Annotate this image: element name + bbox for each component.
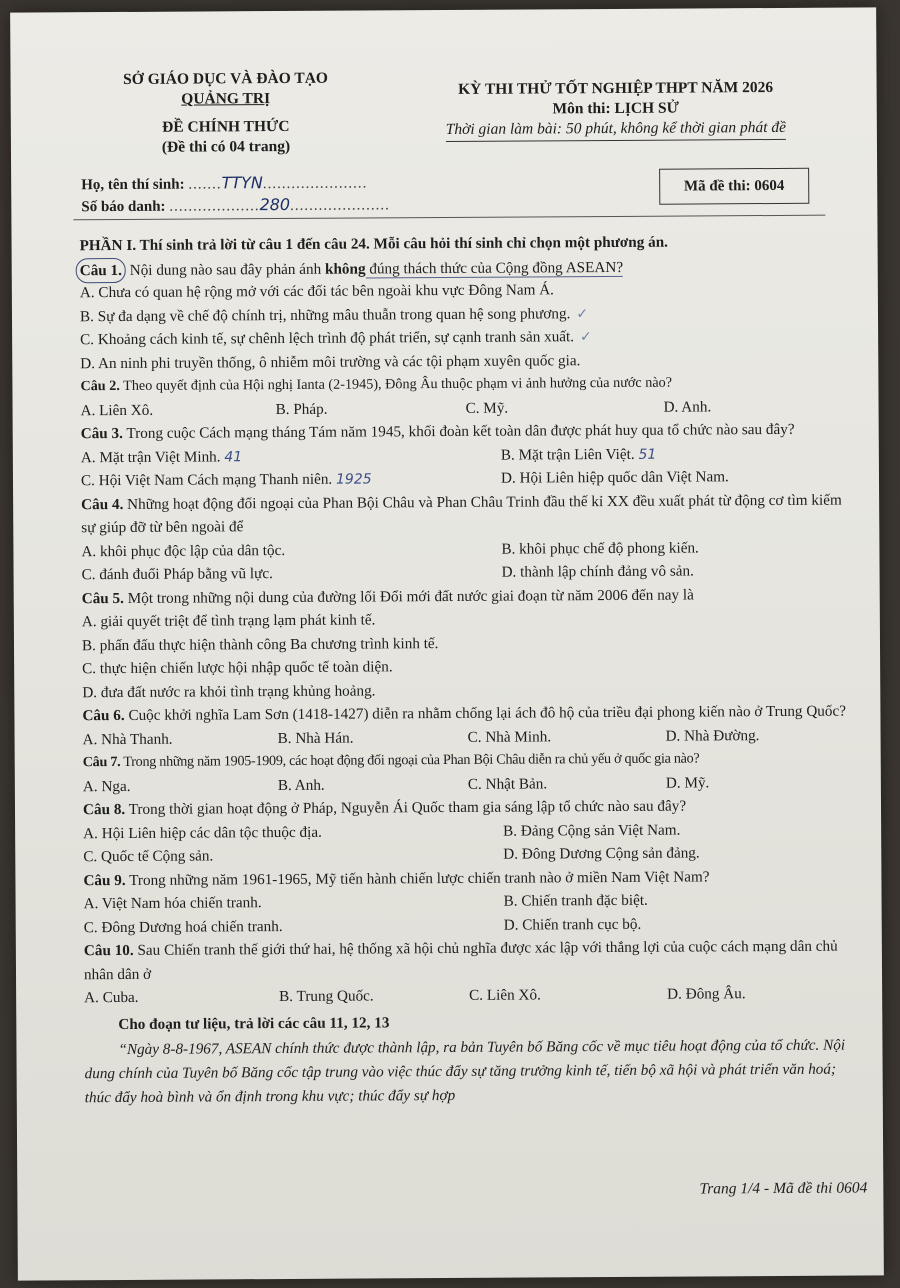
- question-5-option-a: A. giải quyết triệt để tình trạng lạm phát kinh tế.: [81, 611, 376, 631]
- candidate-name-value: TTYN: [221, 173, 263, 193]
- part-1-instruction: PHẦN I. Thí sinh trả lời từ câu 1 đến câu 24. Mỗi câu hỏi thí sinh chỉ chọn một phương án.: [79, 233, 668, 255]
- page-footer: Trang 1/4 - Mã đề thi 0604: [699, 1179, 868, 1198]
- question-2-option-d: D. Anh.: [663, 397, 712, 416]
- page-count: (Đề thi có 04 trang): [161, 137, 291, 156]
- question-4: Câu 4. Những hoạt động đối ngoại của Phan Bội Châu và Phan Châu Trinh đầu thế kỉ XX đều xuất phát từ động cơ tìm kiếm sự giúp đỡ từ bên ngoài để: [81, 491, 842, 537]
- question-7-option-b: B. Anh.: [277, 776, 325, 794]
- question-6-option-a: A. Nhà Thanh.: [82, 730, 173, 748]
- question-3-option-c: C. Hội Việt Nam Cách mạng Thanh niên. 1925: [80, 470, 372, 490]
- question-1-label: Câu 1.: [76, 257, 126, 283]
- candidate-id-label: Số báo danh:: [81, 198, 166, 216]
- question-8-option-c: C. Quốc tế Cộng sản.: [83, 847, 214, 866]
- question-3-option-d: D. Hội Liên hiệp quốc dân Việt Nam.: [500, 468, 729, 487]
- exam-content: [79, 230, 854, 1111]
- question-1-option-b: B. Sự đa dạng về chế độ chính trị, những mâu thuẫn trong quan hệ song phương. ✓: [79, 304, 589, 325]
- question-1-option-d: D. An ninh phi truyền thống, ô nhiễm môi trường và các tội phạm xuyên quốc gia.: [80, 351, 581, 372]
- question-3-option-b: B. Mặt trận Liên Việt. 51: [500, 445, 657, 464]
- candidate-name-row: Họ, tên thí sinh: .......TTYN......................: [81, 173, 368, 194]
- question-7: Câu 7. Trong những năm 1905-1909, các hoạt động đối ngoại của Phan Bội Châu diễn ra chủ yếu ở quốc gia nào?: [82, 750, 700, 771]
- exam-title: KỲ THI THỬ TỐT NGHIỆP THPT NĂM 2026: [458, 78, 774, 98]
- question-4-option-c: C. đánh đuổi Pháp bằng vũ lực.: [81, 565, 273, 584]
- header-right: [381, 78, 851, 143]
- question-5-option-b: B. phấn đấu thực hiện thành công Ba chương trình kinh tế.: [81, 634, 439, 654]
- question-6-option-d: D. Nhà Đường.: [665, 726, 760, 745]
- question-5-option-d: D. đưa đất nước ra khỏi tình trạng khủng hoảng.: [82, 681, 376, 701]
- question-6-option-c: C. Nhà Minh.: [467, 727, 552, 746]
- handwritten-note: 51: [638, 446, 657, 463]
- candidate-name-label: Họ, tên thí sinh:: [81, 176, 185, 194]
- province-name: QUẢNG TRỊ: [181, 90, 271, 108]
- subject: Môn thi: LỊCH SỬ: [552, 99, 680, 118]
- candidate-id-row: Số báo danh: ...................280.....................: [81, 194, 390, 216]
- question-8-option-b: B. Đảng Cộng sản Việt Nam.: [503, 821, 681, 840]
- question-8: Câu 8. Trong thời gian hoạt động ở Pháp, Nguyễn Ái Quốc tham gia sáng lập tổ chức nào sau đây?: [82, 797, 687, 819]
- question-10-option-c: C. Liên Xô.: [469, 986, 541, 1004]
- official-label: ĐỀ CHÍNH THỨC: [162, 117, 290, 136]
- question-5: Câu 5. Một trong những nội dung của đường lối Đổi mới đất nước giai đoạn từ năm 2006 đến nay là: [81, 585, 694, 607]
- question-1: Câu 1. Nội dung nào sau đây phản ánh không đúng thách thức của Cộng đồng ASEAN?: [80, 253, 850, 281]
- question-6-option-b: B. Nhà Hán.: [277, 729, 354, 747]
- exam-code-box: Mã đề thi: 0604: [659, 168, 809, 205]
- exam-sheet: [10, 7, 884, 1280]
- question-4-option-d: D. thành lập chính đảng vô sản.: [501, 562, 694, 581]
- question-6-options: [83, 723, 853, 751]
- handwritten-note: 1925: [335, 471, 372, 488]
- question-7-option-c: C. Nhật Bản.: [467, 774, 548, 793]
- question-10-options: [84, 982, 854, 1010]
- candidate-id-value: 280: [259, 194, 291, 215]
- question-2-option-b: B. Pháp.: [275, 400, 328, 418]
- question-8-option-d: D. Đông Dương Cộng sản đảng.: [503, 844, 700, 863]
- department-name: SỞ GIÁO DỤC VÀ ĐÀO TẠO: [123, 69, 329, 88]
- check-mark-icon: ✓: [579, 329, 592, 346]
- question-3: Câu 3. Trong cuộc Cách mạng tháng Tám năm 1945, khối đoàn kết toàn dân được phát huy qua tổ chức nào sau đây?: [80, 420, 795, 443]
- question-9-option-d: D. Chiến tranh cục bộ.: [503, 915, 642, 934]
- question-9: Câu 9. Trong những năm 1961-1965, Mỹ tiến hành chiến lược chiến tranh nào ở miền Nam Việt Nam?: [83, 867, 710, 889]
- question-2-option-c: C. Mỹ.: [465, 399, 509, 417]
- header-left: [80, 68, 371, 158]
- question-10-option-b: B. Trung Quốc.: [279, 987, 374, 1006]
- check-mark-icon: ✓: [576, 305, 589, 322]
- question-9-option-a: A. Việt Nam hóa chiến tranh.: [83, 894, 262, 913]
- passage-text: “Ngày 8-8-1967, ASEAN chính thức được thành lập, ra bản Tuyên bố Băng cốc về mục tiêu hoạt động của tổ chức. Nội dung chính của Tuyên bố Băng cốc tập trung vào việc thúc đẩy sự tăng trưởng kinh tế, tiến bộ xã hội và phát triển văn hoá; thúc đẩy hoà bình và ổn định trong khu vực; thúc đẩy sự hợp: [84, 1036, 846, 1107]
- question-7-option-d: D. Mỹ.: [665, 773, 710, 792]
- question-10-option-d: D. Đông Âu.: [667, 985, 746, 1003]
- question-3-option-a: A. Mặt trận Việt Minh. 41: [80, 447, 243, 466]
- question-4-option-b: B. khôi phục chế độ phong kiến.: [501, 538, 699, 558]
- question-1-option-a: A. Chưa có quan hệ rộng mở với các đối tác bên ngoài khu vực Đông Nam Á.: [79, 281, 555, 302]
- question-9-option-c: C. Đông Dương hoá chiến tranh.: [83, 917, 283, 936]
- question-5-option-c: C. thực hiện chiến lược hội nhập quốc tế toàn diện.: [82, 658, 393, 678]
- question-8-option-a: A. Hội Liên hiệp các dân tộc thuộc địa.: [83, 823, 322, 842]
- question-1-option-c: C. Khoảng cách kinh tế, sự chênh lệch trình độ phát triển, sự cạnh tranh sản xuất. ✓: [80, 328, 592, 349]
- question-2-option-a: A. Liên Xô.: [80, 401, 154, 419]
- question-10-option-a: A. Cuba.: [84, 988, 139, 1007]
- question-2: Câu 2. Theo quyết định của Hội nghị Ianta (2-1945), Đông Âu thuộc phạm vi ảnh hưởng của nước nào?: [80, 374, 673, 395]
- question-10: Câu 10. Sau Chiến tranh thế giới thứ hai, hệ thống xã hội chủ nghĩa được xác lập với thắng lợi của cuộc cách mạng dân chủ nhân dân ở: [83, 937, 838, 983]
- question-9-option-b: B. Chiến tranh đặc biệt.: [503, 891, 648, 910]
- question-6: Câu 6. Cuộc khởi nghĩa Lam Sơn (1418-1427) diễn ra nhằm chống lại ách đô hộ của triều đại phong kiến nào ở Trung Quốc?: [82, 702, 846, 725]
- question-7-option-a: A. Nga.: [82, 777, 131, 795]
- handwritten-note: 41: [224, 448, 243, 465]
- passage-title: Cho đoạn tư liệu, trả lời các câu 11, 12, 13: [118, 1013, 390, 1033]
- exam-time: Thời gian làm bài: 50 phút, không kể thời gian phát đề: [446, 118, 786, 142]
- question-4-option-a: A. khôi phục độc lập của dân tộc.: [81, 541, 286, 560]
